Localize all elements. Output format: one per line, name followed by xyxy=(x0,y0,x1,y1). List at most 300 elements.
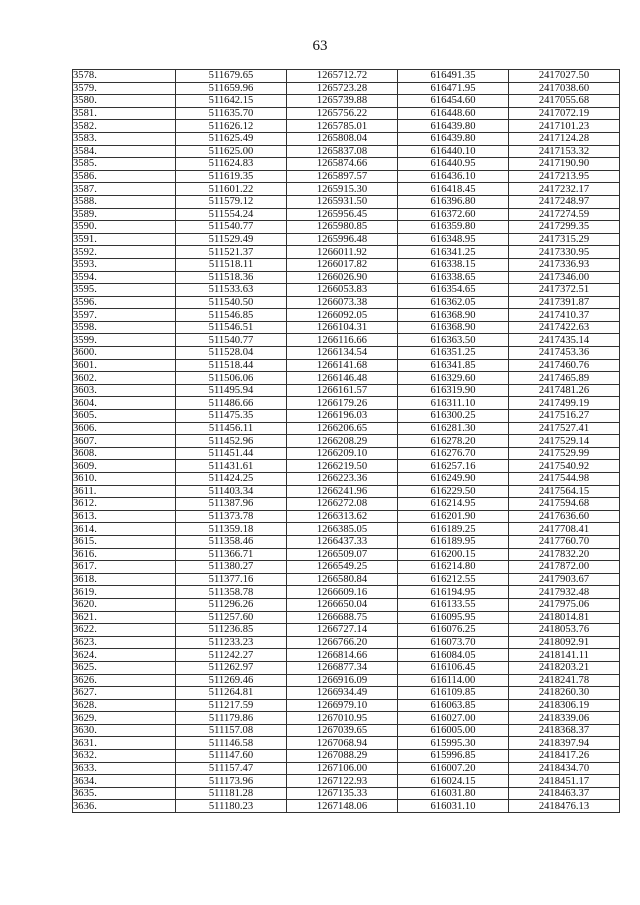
coord-x1-cell: 511659.96 xyxy=(176,82,287,95)
coord-y2-cell: 2417248.97 xyxy=(509,195,620,208)
coord-y2-cell: 2418203.21 xyxy=(509,661,620,674)
coord-y1-cell: 1266814.66 xyxy=(287,649,398,662)
coord-x1-cell: 511626.12 xyxy=(176,120,287,133)
coord-y2-cell: 2417391.87 xyxy=(509,296,620,309)
coord-x2-cell: 616329.60 xyxy=(398,372,509,385)
coord-x2-cell: 616281.30 xyxy=(398,422,509,435)
point-number-cell: 3584. xyxy=(73,145,176,158)
coord-y2-cell: 2417516.27 xyxy=(509,410,620,423)
point-number-cell: 3595. xyxy=(73,284,176,297)
table-row xyxy=(73,284,620,297)
point-number-cell: 3608. xyxy=(73,447,176,460)
point-number-cell: 3625. xyxy=(73,661,176,674)
coord-x2-cell: 616189.25 xyxy=(398,523,509,536)
coord-x2-cell: 616005.00 xyxy=(398,724,509,737)
point-number-cell: 3631. xyxy=(73,737,176,750)
point-number-cell: 3597. xyxy=(73,309,176,322)
point-number-cell: 3634. xyxy=(73,775,176,788)
coord-y1-cell: 1266208.29 xyxy=(287,435,398,448)
coord-y2-cell: 2417544.98 xyxy=(509,473,620,486)
coordinates-table-body xyxy=(73,70,620,813)
coord-x1-cell: 511358.46 xyxy=(176,535,287,548)
coord-y1-cell: 1265915.30 xyxy=(287,183,398,196)
coord-y1-cell: 1265808.04 xyxy=(287,132,398,145)
coord-y1-cell: 1267088.29 xyxy=(287,750,398,763)
coord-y2-cell: 2418476.13 xyxy=(509,800,620,813)
coord-x1-cell: 511236.85 xyxy=(176,624,287,637)
coord-y1-cell: 1266509.07 xyxy=(287,548,398,561)
coord-y1-cell: 1266916.09 xyxy=(287,674,398,687)
coord-x2-cell: 616439.80 xyxy=(398,132,509,145)
coord-x1-cell: 511642.15 xyxy=(176,95,287,108)
coord-x1-cell: 511157.47 xyxy=(176,762,287,775)
coord-x1-cell: 511181.28 xyxy=(176,787,287,800)
coord-y1-cell: 1266134.54 xyxy=(287,347,398,360)
coord-y2-cell: 2417453.36 xyxy=(509,347,620,360)
coord-x2-cell: 616418.45 xyxy=(398,183,509,196)
point-number-cell: 3588. xyxy=(73,195,176,208)
coord-y1-cell: 1267106.00 xyxy=(287,762,398,775)
table-row xyxy=(73,258,620,271)
table-row xyxy=(73,233,620,246)
table-row xyxy=(73,775,620,788)
coord-y2-cell: 2417336.93 xyxy=(509,258,620,271)
table-row xyxy=(73,183,620,196)
coord-x2-cell: 616362.05 xyxy=(398,296,509,309)
coord-x2-cell: 616311.10 xyxy=(398,397,509,410)
coord-y1-cell: 1267122.93 xyxy=(287,775,398,788)
coord-x2-cell: 616436.10 xyxy=(398,170,509,183)
coord-y1-cell: 1266146.48 xyxy=(287,372,398,385)
coord-x2-cell: 616109.85 xyxy=(398,687,509,700)
coord-y1-cell: 1265756.22 xyxy=(287,107,398,120)
table-row xyxy=(73,573,620,586)
coord-y2-cell: 2418368.37 xyxy=(509,724,620,737)
coord-y1-cell: 1266104.31 xyxy=(287,321,398,334)
coord-y2-cell: 2417232.17 xyxy=(509,183,620,196)
coord-y2-cell: 2418014.81 xyxy=(509,611,620,624)
coord-x1-cell: 511452.96 xyxy=(176,435,287,448)
coord-y2-cell: 2417903.67 xyxy=(509,573,620,586)
coord-y1-cell: 1266979.10 xyxy=(287,699,398,712)
coord-y2-cell: 2417564.15 xyxy=(509,485,620,498)
coord-x1-cell: 511262.97 xyxy=(176,661,287,674)
coord-y1-cell: 1266609.16 xyxy=(287,586,398,599)
coord-x2-cell: 616440.10 xyxy=(398,145,509,158)
point-number-cell: 3629. xyxy=(73,712,176,725)
coord-x2-cell: 615995.30 xyxy=(398,737,509,750)
coord-x2-cell: 616341.25 xyxy=(398,246,509,259)
coord-y1-cell: 1266141.68 xyxy=(287,359,398,372)
coord-x1-cell: 511624.83 xyxy=(176,158,287,171)
coord-y1-cell: 1265712.72 xyxy=(287,70,398,83)
coord-y1-cell: 1265956.45 xyxy=(287,208,398,221)
coord-y2-cell: 2417499.19 xyxy=(509,397,620,410)
table-row xyxy=(73,611,620,624)
coord-y1-cell: 1265980.85 xyxy=(287,221,398,234)
coord-x1-cell: 511528.04 xyxy=(176,347,287,360)
coord-x2-cell: 616439.80 xyxy=(398,120,509,133)
coord-y2-cell: 2418417.26 xyxy=(509,750,620,763)
point-number-cell: 3633. xyxy=(73,762,176,775)
coord-y1-cell: 1266161.57 xyxy=(287,384,398,397)
coord-x2-cell: 616201.90 xyxy=(398,510,509,523)
coord-y2-cell: 2417760.70 xyxy=(509,535,620,548)
coord-y1-cell: 1266580.84 xyxy=(287,573,398,586)
table-row xyxy=(73,510,620,523)
coord-x1-cell: 511380.27 xyxy=(176,561,287,574)
coord-y2-cell: 2417872.00 xyxy=(509,561,620,574)
coord-y1-cell: 1266196.03 xyxy=(287,410,398,423)
point-number-cell: 3590. xyxy=(73,221,176,234)
table-row xyxy=(73,535,620,548)
coord-y1-cell: 1265785.01 xyxy=(287,120,398,133)
table-row xyxy=(73,158,620,171)
coord-y1-cell: 1266223.36 xyxy=(287,473,398,486)
coord-x1-cell: 511269.46 xyxy=(176,674,287,687)
table-row xyxy=(73,674,620,687)
point-number-cell: 3618. xyxy=(73,573,176,586)
table-row xyxy=(73,221,620,234)
point-number-cell: 3607. xyxy=(73,435,176,448)
coord-y2-cell: 2417435.14 xyxy=(509,334,620,347)
coord-y1-cell: 1266727.14 xyxy=(287,624,398,637)
table-row xyxy=(73,750,620,763)
table-row xyxy=(73,334,620,347)
table-row xyxy=(73,195,620,208)
table-row xyxy=(73,321,620,334)
coord-x1-cell: 511540.50 xyxy=(176,296,287,309)
point-number-cell: 3602. xyxy=(73,372,176,385)
table-row xyxy=(73,397,620,410)
point-number-cell: 3622. xyxy=(73,624,176,637)
table-row xyxy=(73,649,620,662)
coord-y2-cell: 2417346.00 xyxy=(509,271,620,284)
coord-x2-cell: 616133.55 xyxy=(398,598,509,611)
coord-x1-cell: 511475.35 xyxy=(176,410,287,423)
table-row xyxy=(73,347,620,360)
point-number-cell: 3586. xyxy=(73,170,176,183)
coord-y1-cell: 1266549.25 xyxy=(287,561,398,574)
coord-x1-cell: 511635.70 xyxy=(176,107,287,120)
table-row xyxy=(73,170,620,183)
table-row xyxy=(73,523,620,536)
table-row xyxy=(73,447,620,460)
coord-x1-cell: 511601.22 xyxy=(176,183,287,196)
point-number-cell: 3610. xyxy=(73,473,176,486)
coord-x2-cell: 616341.85 xyxy=(398,359,509,372)
coord-x1-cell: 511619.35 xyxy=(176,170,287,183)
table-row xyxy=(73,309,620,322)
coord-x2-cell: 616084.05 xyxy=(398,649,509,662)
coord-x1-cell: 511518.36 xyxy=(176,271,287,284)
table-row xyxy=(73,296,620,309)
coord-y1-cell: 1266179.26 xyxy=(287,397,398,410)
coord-y2-cell: 2417422.63 xyxy=(509,321,620,334)
coord-y1-cell: 1265897.57 xyxy=(287,170,398,183)
coord-y1-cell: 1266437.33 xyxy=(287,535,398,548)
coord-x2-cell: 616114.00 xyxy=(398,674,509,687)
coord-y2-cell: 2417330.95 xyxy=(509,246,620,259)
coordinates-table xyxy=(72,69,620,813)
coord-x1-cell: 511377.16 xyxy=(176,573,287,586)
coord-x2-cell: 616249.90 xyxy=(398,473,509,486)
coord-x2-cell: 616396.80 xyxy=(398,195,509,208)
coord-x1-cell: 511403.34 xyxy=(176,485,287,498)
coord-x1-cell: 511387.96 xyxy=(176,498,287,511)
coord-y2-cell: 2417460.76 xyxy=(509,359,620,372)
coord-y1-cell: 1267135.33 xyxy=(287,787,398,800)
table-row xyxy=(73,498,620,511)
coord-x2-cell: 616189.95 xyxy=(398,535,509,548)
table-row xyxy=(73,359,620,372)
coord-x1-cell: 511554.24 xyxy=(176,208,287,221)
coord-x2-cell: 616027.00 xyxy=(398,712,509,725)
coord-x1-cell: 511242.27 xyxy=(176,649,287,662)
coord-x2-cell: 616214.80 xyxy=(398,561,509,574)
coord-y2-cell: 2417708.41 xyxy=(509,523,620,536)
coord-x2-cell: 616257.16 xyxy=(398,460,509,473)
point-number-cell: 3615. xyxy=(73,535,176,548)
coord-y2-cell: 2417465.89 xyxy=(509,372,620,385)
coord-y1-cell: 1267148.06 xyxy=(287,800,398,813)
coord-x1-cell: 511521.37 xyxy=(176,246,287,259)
coord-x2-cell: 615996.85 xyxy=(398,750,509,763)
point-number-cell: 3619. xyxy=(73,586,176,599)
coord-x1-cell: 511424.25 xyxy=(176,473,287,486)
point-number-cell: 3578. xyxy=(73,70,176,83)
coord-y2-cell: 2418451.17 xyxy=(509,775,620,788)
point-number-cell: 3623. xyxy=(73,636,176,649)
point-number-cell: 3620. xyxy=(73,598,176,611)
table-row xyxy=(73,661,620,674)
point-number-cell: 3591. xyxy=(73,233,176,246)
point-number-cell: 3612. xyxy=(73,498,176,511)
point-number-cell: 3579. xyxy=(73,82,176,95)
point-number-cell: 3596. xyxy=(73,296,176,309)
coord-y1-cell: 1267010.95 xyxy=(287,712,398,725)
coord-y2-cell: 2418241.78 xyxy=(509,674,620,687)
coord-y1-cell: 1266209.10 xyxy=(287,447,398,460)
table-row xyxy=(73,372,620,385)
coord-y1-cell: 1267039.65 xyxy=(287,724,398,737)
coord-y2-cell: 2417101.23 xyxy=(509,120,620,133)
coord-x1-cell: 511264.81 xyxy=(176,687,287,700)
coord-x2-cell: 616351.25 xyxy=(398,347,509,360)
point-number-cell: 3587. xyxy=(73,183,176,196)
page-number: 63 xyxy=(312,38,328,54)
coord-y1-cell: 1266650.04 xyxy=(287,598,398,611)
coord-y1-cell: 1266688.75 xyxy=(287,611,398,624)
coord-x1-cell: 511518.44 xyxy=(176,359,287,372)
point-number-cell: 3616. xyxy=(73,548,176,561)
table-row xyxy=(73,724,620,737)
point-number-cell: 3593. xyxy=(73,258,176,271)
point-number-cell: 3628. xyxy=(73,699,176,712)
table-row xyxy=(73,485,620,498)
coord-x1-cell: 511451.44 xyxy=(176,447,287,460)
point-number-cell: 3606. xyxy=(73,422,176,435)
coord-y1-cell: 1265874.66 xyxy=(287,158,398,171)
table-row xyxy=(73,561,620,574)
table-row xyxy=(73,787,620,800)
point-number-cell: 3632. xyxy=(73,750,176,763)
table-row xyxy=(73,271,620,284)
coord-y2-cell: 2417153.32 xyxy=(509,145,620,158)
coord-x2-cell: 616491.35 xyxy=(398,70,509,83)
coord-y1-cell: 1266011.92 xyxy=(287,246,398,259)
point-number-cell: 3611. xyxy=(73,485,176,498)
coord-x1-cell: 511173.96 xyxy=(176,775,287,788)
coord-x2-cell: 616454.60 xyxy=(398,95,509,108)
coord-y1-cell: 1266313.62 xyxy=(287,510,398,523)
table-row xyxy=(73,460,620,473)
coord-x2-cell: 616354.65 xyxy=(398,284,509,297)
coord-x1-cell: 511217.59 xyxy=(176,699,287,712)
coord-y2-cell: 2417038.60 xyxy=(509,82,620,95)
coord-y2-cell: 2418092.91 xyxy=(509,636,620,649)
coord-y2-cell: 2417299.35 xyxy=(509,221,620,234)
coord-y2-cell: 2418339.06 xyxy=(509,712,620,725)
coord-y2-cell: 2417975.06 xyxy=(509,598,620,611)
coord-y1-cell: 1265996.48 xyxy=(287,233,398,246)
coord-x2-cell: 616368.90 xyxy=(398,321,509,334)
coord-x1-cell: 511540.77 xyxy=(176,221,287,234)
coord-y1-cell: 1266116.66 xyxy=(287,334,398,347)
table-row xyxy=(73,435,620,448)
table-row xyxy=(73,246,620,259)
point-number-cell: 3581. xyxy=(73,107,176,120)
point-number-cell: 3626. xyxy=(73,674,176,687)
point-number-cell: 3583. xyxy=(73,132,176,145)
point-number-cell: 3598. xyxy=(73,321,176,334)
coord-x1-cell: 511625.00 xyxy=(176,145,287,158)
coord-y2-cell: 2418053.76 xyxy=(509,624,620,637)
coord-x2-cell: 616076.25 xyxy=(398,624,509,637)
coord-y2-cell: 2417213.95 xyxy=(509,170,620,183)
point-number-cell: 3605. xyxy=(73,410,176,423)
table-row xyxy=(73,586,620,599)
coord-x2-cell: 616338.15 xyxy=(398,258,509,271)
table-row xyxy=(73,410,620,423)
table-row xyxy=(73,548,620,561)
coord-x1-cell: 511506.06 xyxy=(176,372,287,385)
coord-x1-cell: 511518.11 xyxy=(176,258,287,271)
coord-y2-cell: 2418397.94 xyxy=(509,737,620,750)
table-row xyxy=(73,422,620,435)
point-number-cell: 3609. xyxy=(73,460,176,473)
coord-y2-cell: 2417529.99 xyxy=(509,447,620,460)
table-row xyxy=(73,208,620,221)
coord-y2-cell: 2417027.50 xyxy=(509,70,620,83)
table-row xyxy=(73,762,620,775)
coord-x1-cell: 511146.58 xyxy=(176,737,287,750)
coord-x2-cell: 616338.65 xyxy=(398,271,509,284)
coord-x1-cell: 511546.85 xyxy=(176,309,287,322)
table-row xyxy=(73,120,620,133)
point-number-cell: 3592. xyxy=(73,246,176,259)
coord-x1-cell: 511495.94 xyxy=(176,384,287,397)
coord-x1-cell: 511147.60 xyxy=(176,750,287,763)
coord-y2-cell: 2417055.68 xyxy=(509,95,620,108)
coord-y1-cell: 1267068.94 xyxy=(287,737,398,750)
coord-x2-cell: 616106.45 xyxy=(398,661,509,674)
coord-x2-cell: 616300.25 xyxy=(398,410,509,423)
coord-x2-cell: 616212.55 xyxy=(398,573,509,586)
coord-x1-cell: 511157.08 xyxy=(176,724,287,737)
coord-y1-cell: 1265723.28 xyxy=(287,82,398,95)
point-number-cell: 3630. xyxy=(73,724,176,737)
coord-y2-cell: 2418141.11 xyxy=(509,649,620,662)
coord-y2-cell: 2417190.90 xyxy=(509,158,620,171)
point-number-cell: 3636. xyxy=(73,800,176,813)
coord-x1-cell: 511366.71 xyxy=(176,548,287,561)
coord-x2-cell: 616007.20 xyxy=(398,762,509,775)
table-row xyxy=(73,699,620,712)
coord-x2-cell: 616278.20 xyxy=(398,435,509,448)
point-number-cell: 3614. xyxy=(73,523,176,536)
point-number-cell: 3601. xyxy=(73,359,176,372)
coord-y2-cell: 2417540.92 xyxy=(509,460,620,473)
coord-x1-cell: 511546.51 xyxy=(176,321,287,334)
coord-x2-cell: 616471.95 xyxy=(398,82,509,95)
coord-y2-cell: 2418306.19 xyxy=(509,699,620,712)
table-row xyxy=(73,473,620,486)
coord-x2-cell: 616372.60 xyxy=(398,208,509,221)
coord-x2-cell: 616276.70 xyxy=(398,447,509,460)
table-row xyxy=(73,107,620,120)
coord-x2-cell: 616359.80 xyxy=(398,221,509,234)
coord-x2-cell: 616031.10 xyxy=(398,800,509,813)
coord-y1-cell: 1266206.65 xyxy=(287,422,398,435)
coord-y1-cell: 1266219.50 xyxy=(287,460,398,473)
coord-x2-cell: 616194.95 xyxy=(398,586,509,599)
coord-y1-cell: 1266934.49 xyxy=(287,687,398,700)
coord-x1-cell: 511359.18 xyxy=(176,523,287,536)
coord-x2-cell: 616214.95 xyxy=(398,498,509,511)
coord-x1-cell: 511296.26 xyxy=(176,598,287,611)
point-number-cell: 3585. xyxy=(73,158,176,171)
coord-y2-cell: 2418434.70 xyxy=(509,762,620,775)
table-row xyxy=(73,384,620,397)
coord-y2-cell: 2417372.51 xyxy=(509,284,620,297)
coord-y1-cell: 1266241.96 xyxy=(287,485,398,498)
table-row xyxy=(73,687,620,700)
coord-y2-cell: 2417124.28 xyxy=(509,132,620,145)
table-row xyxy=(73,800,620,813)
coord-y1-cell: 1266092.05 xyxy=(287,309,398,322)
point-number-cell: 3613. xyxy=(73,510,176,523)
coord-x2-cell: 616063.85 xyxy=(398,699,509,712)
table-row xyxy=(73,95,620,108)
coord-x2-cell: 616229.50 xyxy=(398,485,509,498)
coord-y1-cell: 1265739.88 xyxy=(287,95,398,108)
table-row xyxy=(73,145,620,158)
coord-x2-cell: 616319.90 xyxy=(398,384,509,397)
coord-y2-cell: 2417481.26 xyxy=(509,384,620,397)
table-row xyxy=(73,70,620,83)
coord-y1-cell: 1266053.83 xyxy=(287,284,398,297)
coord-y2-cell: 2417832.20 xyxy=(509,548,620,561)
coord-y1-cell: 1266766.20 xyxy=(287,636,398,649)
table-row xyxy=(73,636,620,649)
coord-y2-cell: 2417636.60 xyxy=(509,510,620,523)
table-row xyxy=(73,598,620,611)
coord-x1-cell: 511486.66 xyxy=(176,397,287,410)
coord-y2-cell: 2417594.68 xyxy=(509,498,620,511)
coord-y2-cell: 2417274.59 xyxy=(509,208,620,221)
coord-x1-cell: 511625.49 xyxy=(176,132,287,145)
